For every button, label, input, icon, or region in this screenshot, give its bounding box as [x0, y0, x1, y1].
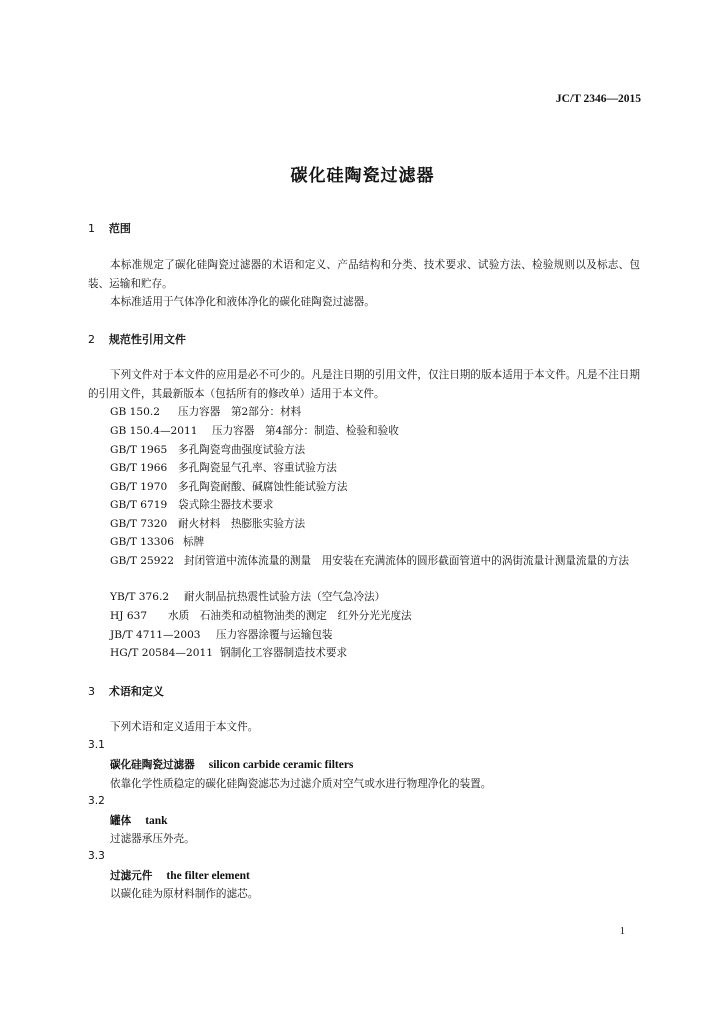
reference-title: 耐火制品抗热震性试验方法（空气急冷法） [184, 591, 386, 603]
reference-item [110, 627, 333, 642]
term-definition: 依靠化学性质稳定的碳化硅陶瓷滤芯为过滤介质对空气或水进行物理净化的装置。 [110, 778, 492, 790]
reference-item [110, 645, 347, 660]
reference-code: JB/T 4711—2003 [110, 629, 201, 641]
reference-code: GB 150.4—2011 [110, 425, 198, 437]
term-heading [110, 868, 250, 883]
term-en: the filter element [166, 870, 250, 882]
reference-code: GB/T 1970 [110, 481, 168, 493]
section-1-heading [88, 220, 131, 236]
reference-item [110, 479, 348, 494]
section-number: 1 [88, 222, 95, 235]
reference-code: GB/T 6719 [110, 499, 168, 511]
section-number: 3 [88, 685, 95, 698]
section-2-heading [88, 331, 186, 347]
section-title: 范围 [108, 222, 131, 235]
reference-title: 水质 石油类和动植物油类的测定 红外分光光度法 [168, 610, 412, 622]
term-heading [110, 757, 353, 772]
reference-title: 钢制化工容器制造技术要求 [220, 647, 348, 659]
scope-paragraph-2: 本标准适用于气体净化和液体净化的碳化硅陶瓷过滤器。 [110, 296, 375, 308]
term-definition: 过滤器承压外壳。 [110, 833, 195, 845]
reference-item [110, 608, 412, 623]
reference-code: YB/T 376.2 [110, 591, 170, 603]
term-number: 3.1 [88, 739, 105, 751]
reference-title: 压力容器涂覆与运输包装 [216, 629, 333, 641]
standard-code: JC/T 2346—2015 [555, 93, 641, 105]
term-definition: 以碳化硅为原材料制作的滤芯。 [110, 888, 259, 900]
reference-title: 压力容器 第2部分：材料 [178, 406, 302, 418]
reference-code: GB/T 25922 [110, 555, 174, 567]
reference-title: 袋式除尘器技术要求 [178, 499, 274, 511]
term-number: 3.3 [88, 850, 105, 862]
reference-code: GB/T 1966 [110, 462, 168, 474]
section-3-heading [88, 683, 164, 699]
reference-title: 多孔陶瓷弯曲强度试验方法 [178, 444, 306, 456]
reference-code: GB/T 7320 [110, 518, 168, 530]
reference-item [110, 442, 305, 457]
term-zh: 罐体 [110, 815, 132, 827]
document-title: 碳化硅陶瓷过滤器 [290, 166, 435, 186]
page-number: 1 [619, 926, 625, 937]
term-en: silicon carbide ceramic filters [208, 759, 354, 771]
reference-item [110, 460, 337, 475]
reference-item [110, 589, 385, 604]
reference-code: HJ 637 [110, 610, 148, 622]
term-zh: 过滤元件 [110, 870, 153, 882]
term-number: 3.2 [88, 795, 105, 807]
scope-paragraph-1: 本标准规定了碳化硅陶瓷过滤器的术语和定义、产品结构和分类、技术要求、试验方法、检验规则以及标志、包装、运输和贮存。 [88, 259, 640, 290]
reference-code: GB/T 13306 [110, 536, 174, 548]
reference-title: 标牌 [183, 536, 205, 548]
reference-code: GB 150.2 [110, 406, 160, 418]
reference-code: HG/T 20584—2011 [110, 647, 213, 659]
reference-item [110, 404, 301, 419]
term-heading [110, 813, 168, 828]
reference-item [88, 552, 640, 571]
reference-title: 封闭管道中流体流量的测量 用安装在充满流体的圆形截面管道中的涡街流量计测量流量的方法 [184, 555, 629, 567]
reference-item [110, 423, 399, 438]
reference-item [110, 516, 305, 531]
term-zh: 碳化硅陶瓷过滤器 [110, 759, 195, 771]
section-title: 术语和定义 [108, 685, 164, 698]
section-number: 2 [88, 333, 95, 346]
reference-item [110, 497, 273, 512]
section-title: 规范性引用文件 [108, 333, 186, 346]
terms-intro: 下列术语和定义适用于本文件。 [110, 721, 259, 733]
reference-title: 多孔陶瓷显气孔率、容重试验方法 [178, 462, 337, 474]
reference-title: 耐火材料 热膨胀实验方法 [178, 518, 306, 530]
reference-item [110, 534, 204, 549]
reference-title: 多孔陶瓷耐酸、碱腐蚀性能试验方法 [178, 481, 348, 493]
references-intro: 下列文件对于本文件的应用是必不可少的。凡是注日期的引用文件，仅注日期的版本适用于本文件。凡是不注日期的引用文件，其最新版本（包括所有的修改单）适用于本文件。 [88, 369, 640, 400]
reference-code: GB/T 1965 [110, 444, 168, 456]
term-en: tank [145, 815, 168, 827]
reference-title: 压力容器 第4部分：制造、检验和验收 [212, 425, 399, 437]
